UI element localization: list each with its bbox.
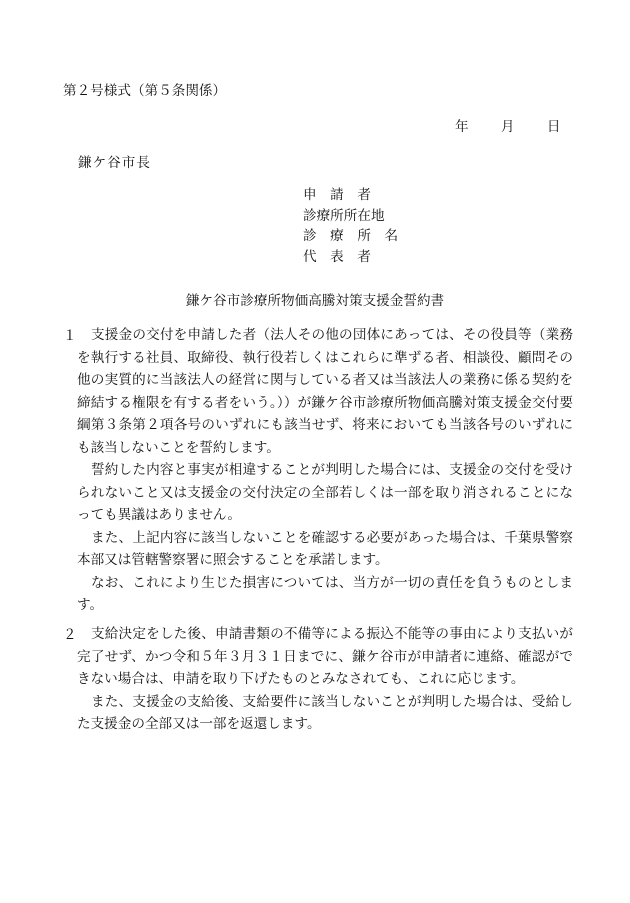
clause-number: １ (63, 328, 77, 344)
applicant-block (303, 185, 398, 267)
date-month-label: 月 (500, 119, 515, 135)
clause-paragraph: また、上記内容に該当しないことを確認する必要があった場合は、千葉県警察本部又は管轄警察署に照会することを承諾します。 (77, 529, 573, 568)
clause-paragraph: 支援金の交付を申請した者（法人その他の団体にあっては、その役員等（業務を執行する社員、取締役、執行役若しくはこれらに準ずる者、相談役、顧問その他の実質的に当該法人の経営に関与している者又は当該法人の業務に係る契約を締結する権限を有する者をいう。））が鎌ケ谷市診療所物価高騰対策支援金交付要綱第３条第２項各号のいずれにも該当せず、将来においても当該各号のいずれにも該当しないことを誓約します。 (77, 327, 573, 456)
clause-paragraph: また、支援金の支給後、支給要件に該当しないことが判明した場合は、受給した支援金の全部又は一部を返還します。 (77, 693, 573, 732)
date-day-label: 日 (546, 119, 561, 135)
date-line (455, 115, 560, 135)
clause-2 (63, 623, 573, 736)
representative-label: 代 表 者 (303, 248, 371, 265)
clause-paragraph: 誓約した内容と事実が相違することが判明した場合には、支援金の交付を受けられないこと又は支援金の交付決定の全部若しくは一部を取り消されることになっても異議はありません。 (77, 462, 573, 523)
document-title: 鎌ケ谷市診療所物価高騰対策支援金誓約書 (185, 293, 445, 309)
clause-1 (63, 324, 573, 617)
date-year-label: 年 (455, 119, 469, 135)
clinic-name-label: 診 療 所 名 (303, 228, 399, 244)
clinic-address-label: 診療所所在地 (303, 207, 385, 224)
form-number: 第２号様式（第５条関係） (63, 83, 227, 99)
clause-paragraph: なお、これにより生じた損害については、当方が一切の責任を負うものとします。 (77, 574, 573, 613)
clause-number: ２ (63, 627, 77, 643)
addressee: 鎌ケ谷市長 (78, 155, 151, 171)
clause-paragraph: 支給決定をした後、申請書類の不備等による振込不能等の事由により支払いが完了せず、かつ令和５年３月３１日までに、鎌ケ谷市が申請者に連絡、確認ができない場合は、申請を取り下げたものとみなされても、これに応じます。 (77, 626, 573, 687)
applicant-label: 申 請 者 (303, 187, 371, 203)
